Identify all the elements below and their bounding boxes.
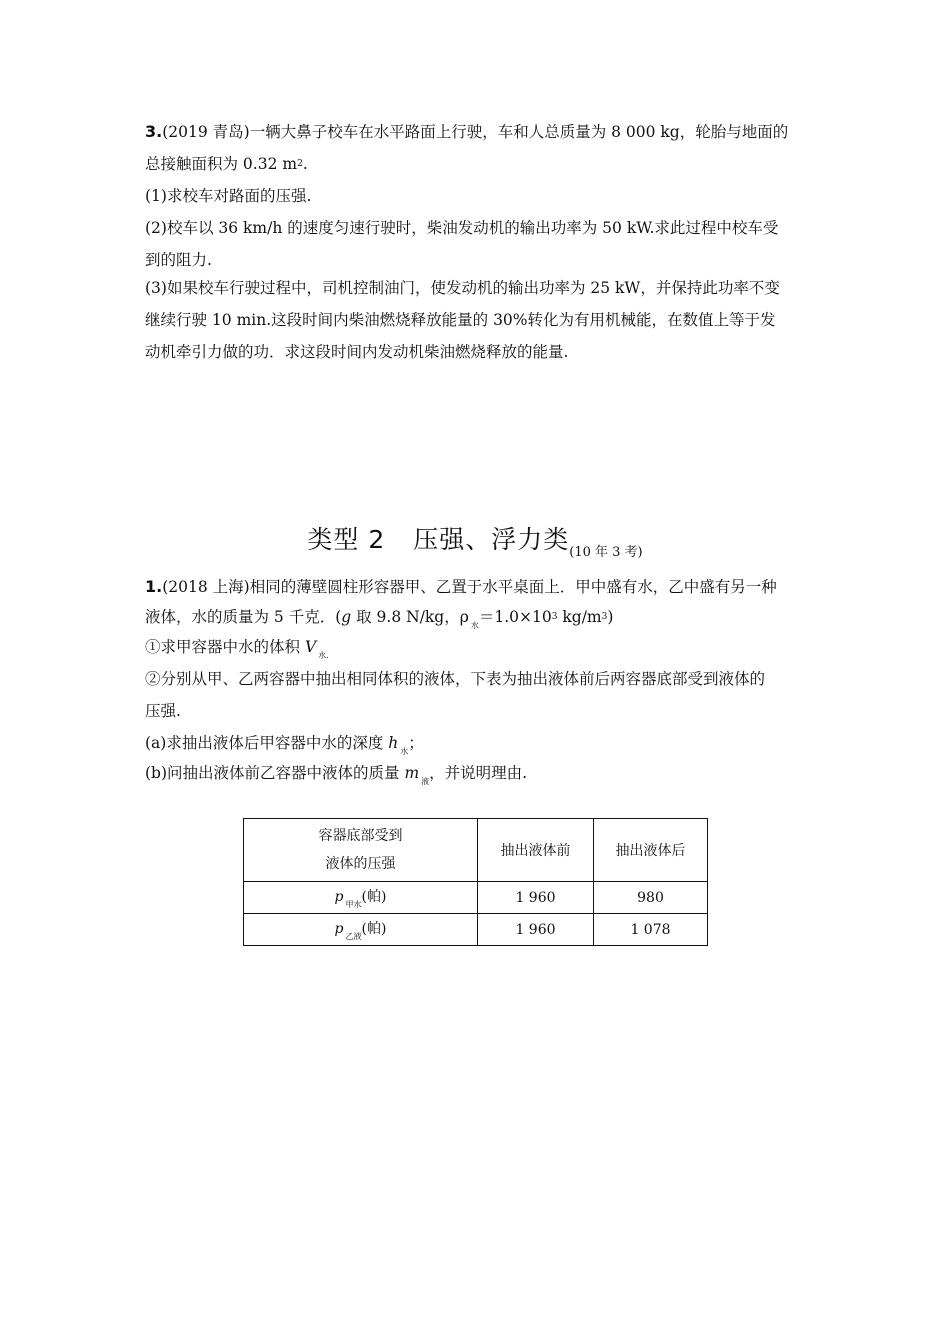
q1-part-2-line-1: ②分别从甲、乙两容器中抽出相同体积的液体，下表为抽出液体前后两容器底部受到液体的 [145,670,766,688]
superscript: 2 [297,159,303,169]
unit: (帕) [361,888,387,905]
table-cell: 1 078 [594,914,708,946]
q3-part-2-line-1: (2)校车以 36 km/h 的速度匀速行驶时，柴油发动机的输出功率为 50 kW.求此过程中校车受 [145,219,779,237]
text: (b)问抽出液体前乙容器中液体的质量 [145,764,405,782]
q3-line-1 [145,122,788,142]
variable: m [404,764,420,782]
q1-part-a [145,733,424,762]
text: ＝1.0×10 [478,608,552,626]
question-source: (2018 上海) [162,578,250,596]
text: ，并说明理由. [429,764,528,782]
question-number: 3. [145,122,163,141]
table-cell: 1 960 [478,914,594,946]
table-header-cell [244,819,478,882]
question-text: 相同的薄壁圆柱形容器甲、乙置于水平桌面上．甲中盛有水，乙中盛有另一种 [249,578,777,596]
unit: (帕) [361,920,387,937]
superscript: 3 [551,612,558,622]
q1-part-2-line-2: 压强. [145,702,181,720]
subscript: 水. [318,651,329,660]
table-cell [244,914,478,946]
variable: p [334,888,344,905]
subscript: 水 [400,747,409,756]
variable: p [334,920,344,937]
header-text: 液体的压强 [325,856,396,872]
pressure-table [243,818,708,946]
q3-line-2 [145,154,308,174]
superscript: 3 [601,612,608,622]
table-header-cell: 抽出液体后 [594,819,708,882]
q1-part-b [145,763,527,792]
text: ； [408,734,424,752]
table-cell: 980 [594,882,708,914]
variable: V [304,638,317,656]
text: 取 9.8 N/kg，ρ [351,608,469,626]
table-row [244,914,708,946]
text: ) [607,608,614,626]
q3-part-1: (1)求校车对路面的压强. [145,187,312,205]
table-header-cell: 抽出液体前 [478,819,594,882]
q3-part-3-line-2: 继续行驶 10 min.这段时间内柴油燃烧释放能量的 30%转化为有用机械能，在数值上等于发 [145,311,776,329]
section-title-sub: 压强、浮力类 [413,525,570,554]
text: (a)求抽出液体后甲容器中水的深度 [145,734,389,752]
text: kg/m [557,608,602,626]
question-source: (2019 青岛) [162,123,250,141]
q3-part-2-line-2: 到的阻力. [145,251,212,269]
section-title-main: 类型 2 [307,525,386,554]
section-title-note: (10 年 3 考) [569,545,643,560]
text: 液体，水的质量为 5 千克．( [145,608,342,626]
question-text: 总接触面积为 0.32 m [145,155,298,173]
subscript: 甲水 [345,899,362,909]
header-text: 容器底部受到 [318,828,403,844]
punctuation: . [302,155,308,173]
question-text: 一辆大鼻子校车在水平路面上行驶，车和人总质量为 8 000 kg，轮胎与地面的 [249,123,789,141]
subscript: 乙液 [345,931,362,941]
table-row [244,882,708,914]
subscript: 液 [421,777,430,786]
table-cell [244,882,478,914]
variable: g [341,608,352,626]
question-number: 1. [145,577,163,596]
subscript: 水 [470,621,479,630]
q1-line-1 [145,577,777,597]
section-heading [0,520,950,560]
q1-part-1 [145,637,329,666]
table-cell: 1 960 [478,882,594,914]
q3-part-3-line-3: 动机牵引力做的功．求这段时间内发动机柴油燃烧释放的能量. [145,343,569,361]
q3-part-3-line-1: (3)如果校车行驶过程中，司机控制油门，使发动机的输出功率为 25 kW，并保持此功率不变 [145,279,780,297]
text: ①求甲容器中水的体积 [145,638,305,656]
q1-line-2 [145,607,613,636]
table-header-row [244,819,708,882]
variable: h [388,734,399,752]
